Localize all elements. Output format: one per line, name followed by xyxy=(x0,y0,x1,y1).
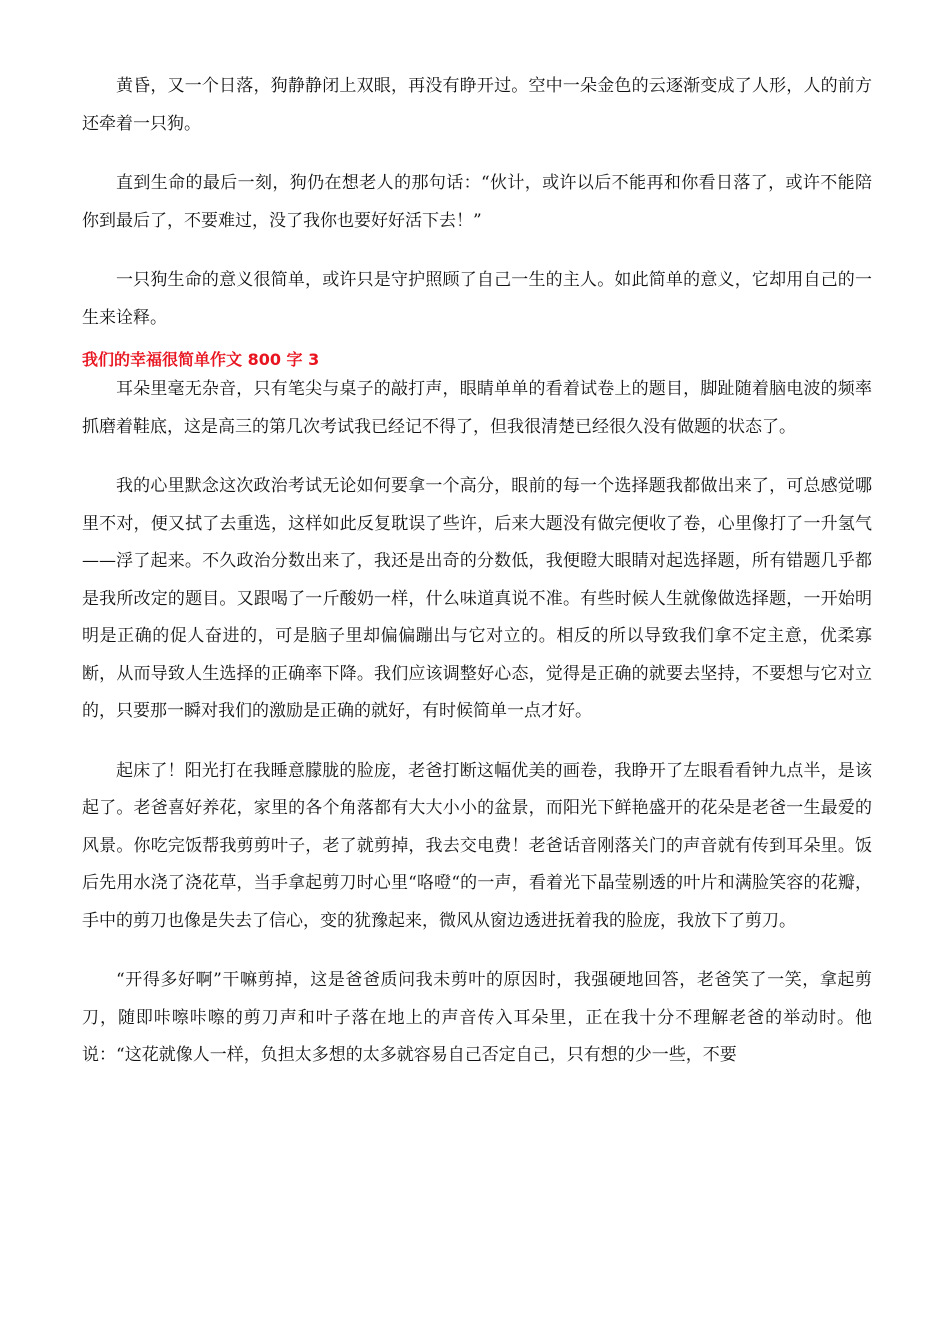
paragraph-politics-exam: 我的心里默念这次政治考试无论如何要拿一个高分，眼前的每一个选择题我都做出来了，可总感觉哪里不对，便又拭了去重选，这样如此反复耽误了些许，后来大题没有做完便收了卷，心里像打了一升氢气——浮了起来。不久政治分数出来了，我还是出奇的分数低，我便瞪大眼睛对起选择题，所有错题几乎都是我所改定的题目。又跟喝了一斤酸奶一样，什么味道真说不准。有些时候人生就像做选择题，一开始明明是正确的促人奋进的，可是脑子里却偏偏蹦出与它对立的。相反的所以导致我们拿不定主意，优柔寡断，从而导致人生选择的正确率下降。我们应该调整好心态，觉得是正确的就要去坚持，不要想与它对立的，只要那一瞬对我们的激励是正确的就好，有时候简单一点才好。 xyxy=(82,476,872,721)
paragraph-sunset-dog: 黄昏，又一个日落，狗静静闭上双眼，再没有睁开过。空中一朵金色的云逐渐变成了人形，人的前方还牵着一只狗。 xyxy=(82,76,872,134)
paragraph-father-prunes: “开得多好啊”干嘛剪掉，这是爸爸质问我未剪叶的原因时，我强硬地回答，老爸笑了一笑，拿起剪刀，随即咔嚓咔嚓的剪刀声和叶子落在地上的声音传入耳朵里，正在我十分不理解老爸的举动时。他说：“这花就像人一样，负担太多想的太多就容易自己否定自己，只有想的少一些，不要 xyxy=(82,970,872,1065)
section-title: 我们的幸福很简单作文 800 字 3 xyxy=(82,350,320,369)
article-body xyxy=(82,68,872,1097)
paragraph-waking-up: 起床了！阳光打在我睡意朦胧的脸庞，老爸打断这幅优美的画卷，我睁开了左眼看看钟九点半，是该起了。老爸喜好养花，家里的各个角落都有大大小小的盆景，而阳光下鲜艳盛开的花朵是老爸一生最爱的风景。你吃完饭帮我剪剪叶子，老了就剪掉，我去交电费！老爸话音刚落关门的声音就有传到耳朵里。饭后先用水浇了浇花草，当手拿起剪刀时心里“咯噔“的一声，看着光下晶莹剔透的叶片和满脸笑容的花瓣，手中的剪刀也像是失去了信心，变的犹豫起来，微风从窗边透进抚着我的脸庞，我放下了剪刀。 xyxy=(82,760,872,931)
paragraph-exam-room: 耳朵里毫无杂音，只有笔尖与桌子的敲打声，眼睛单单的看着试卷上的题目，脚趾随着脑电波的频率抓磨着鞋底，这是高三的第几次考试我已经记不得了，但我很清楚已经很久没有做题的状态了。 xyxy=(82,379,872,437)
paragraph-meaning-of-life: 一只狗生命的意义很简单，或许只是守护照顾了自己一生的主人。如此简单的意义，它却用自己的一生来诠释。 xyxy=(82,270,872,328)
paragraph-last-moment: 直到生命的最后一刻，狗仍在想老人的那句话：“伙计，或许以后不能再和你看日落了，或许不能陪你到最后了，不要难过，没了我你也要好好活下去！” xyxy=(82,173,872,231)
